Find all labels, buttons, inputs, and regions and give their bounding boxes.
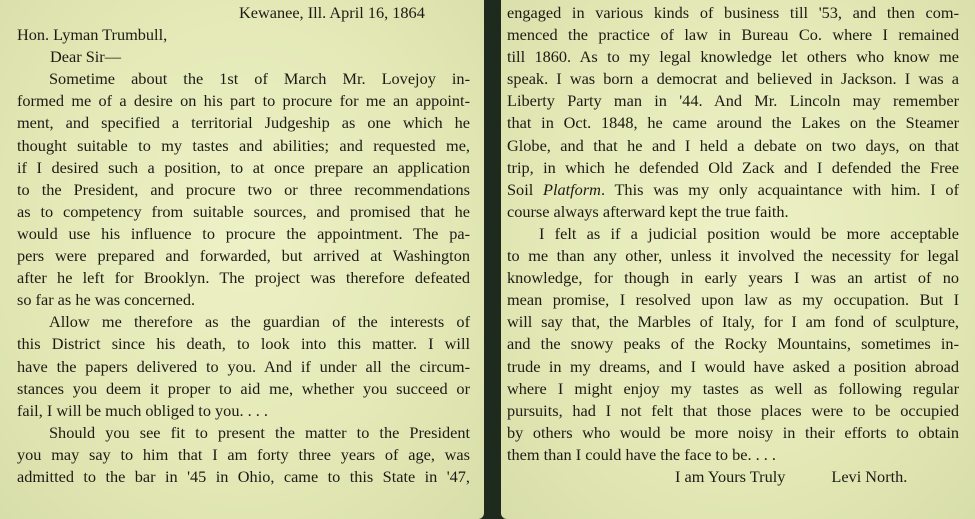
text-line: knowledge, for though in early years I was an artist of no <box>507 268 959 288</box>
text-line: till 1860. As to my legal knowledge let others who know me <box>507 47 959 67</box>
text-line: so far as he was concerned. <box>17 290 196 310</box>
text-line: them than I could have the face to be. . . . <box>507 444 776 464</box>
letter-place-date: Kewanee, Ill. April 16, 1864 <box>239 3 425 22</box>
text-line: have the papers delivered to you. And if under all the circum- <box>17 356 470 376</box>
text-line <box>507 179 959 201</box>
text-line: would use his influence to procure the appointment. The pa- <box>17 223 470 243</box>
letter-salutation: Dear Sir— <box>50 47 121 67</box>
text-line: engaged in various kinds of business till '53, and then com- <box>507 3 959 22</box>
italic-word: Platform <box>543 179 601 199</box>
right-column <box>501 0 975 519</box>
letter-signoff <box>507 466 959 488</box>
text-line: ment, and specified a territorial Judgeship as one which he <box>17 113 470 133</box>
text-line: you may say to him that I am forty three years of age, was <box>17 444 470 464</box>
text-line: that in Oct. 1848, he came around the Lakes on the Steamer <box>507 113 959 133</box>
text-line: if I desired such a position, to at once prepare an application <box>17 157 470 177</box>
text-line: fail, I will be much obliged to you. . . . <box>17 400 268 420</box>
text-line: admitted to the bar in '45 in Ohio, came to this State in '47, <box>17 466 470 486</box>
text-line: Should you see fit to present the matter to the President <box>49 422 470 442</box>
text-line: trip, in which he defended Old Zack and I defended the Free <box>507 157 959 177</box>
text-line: to me than any other, unless it involved the necessity for legal <box>507 246 959 266</box>
text-line: speak. I was born a democrat and believed in Jackson. I was a <box>507 69 959 89</box>
text-line: Globe, and that he and I held a debate on two days, on that <box>507 135 959 155</box>
text-line: and the snowy peaks of the Rocky Mountains, sometimes in- <box>507 334 959 354</box>
text-line: mean promise, I resolved upon law as my occupation. But I <box>507 290 959 310</box>
text-line: where I might enjoy my tastes as well as following regular <box>507 378 959 398</box>
letter-closing: I am Yours Truly <box>675 466 786 486</box>
text-fragment: Soil <box>507 179 544 199</box>
text-line: after he left for Brooklyn. The project was therefore defeated <box>17 268 470 288</box>
letter-signature: Levi North. <box>831 466 908 486</box>
text-line: Liberty Party man in '44. And Mr. Lincoln may remember <box>507 91 959 111</box>
text-line: to the President, and procure two or three recommendations <box>17 179 470 199</box>
text-line: I felt as if a judicial position would be more acceptable <box>539 223 959 243</box>
text-line: course always afterward kept the true faith. <box>507 201 789 221</box>
text-line: stances you deem it proper to aid me, whether you succeed or <box>17 378 470 398</box>
text-line: as to competency from suitable sources, and promised that he <box>17 201 470 221</box>
text-line: trude in my dreams, and I would have asked a position abroad <box>507 356 959 376</box>
text-line: Sometime about the 1st of March Mr. Lovejoy in- <box>49 69 470 89</box>
text-line: Allow me therefore as the guardian of the interests of <box>49 312 470 332</box>
text-line: pursuits, had I not felt that those places were to be occupied <box>507 400 959 420</box>
text-line: formed me of a desire on his part to procure for me an appoint- <box>17 91 470 111</box>
text-line: this District since his death, to look into this matter. I will <box>17 334 470 354</box>
text-line: by others who would be more noisy in their efforts to obtain <box>507 422 959 442</box>
text-line: menced the practice of law in Bureau Co. where I remained <box>507 25 959 45</box>
left-column <box>0 0 484 519</box>
text-line: pers were prepared and forwarded, but arrived at Washington <box>17 246 470 266</box>
text-line: will say that, the Marbles of Italy, for I am fond of sculpture, <box>507 312 959 332</box>
text-fragment: . This was my only acquaintance with him. I of <box>600 179 959 199</box>
letter-addressee: Hon. Lyman Trumbull, <box>17 25 168 45</box>
text-line: thought suitable to my tastes and abilities; and requested me, <box>17 135 470 155</box>
